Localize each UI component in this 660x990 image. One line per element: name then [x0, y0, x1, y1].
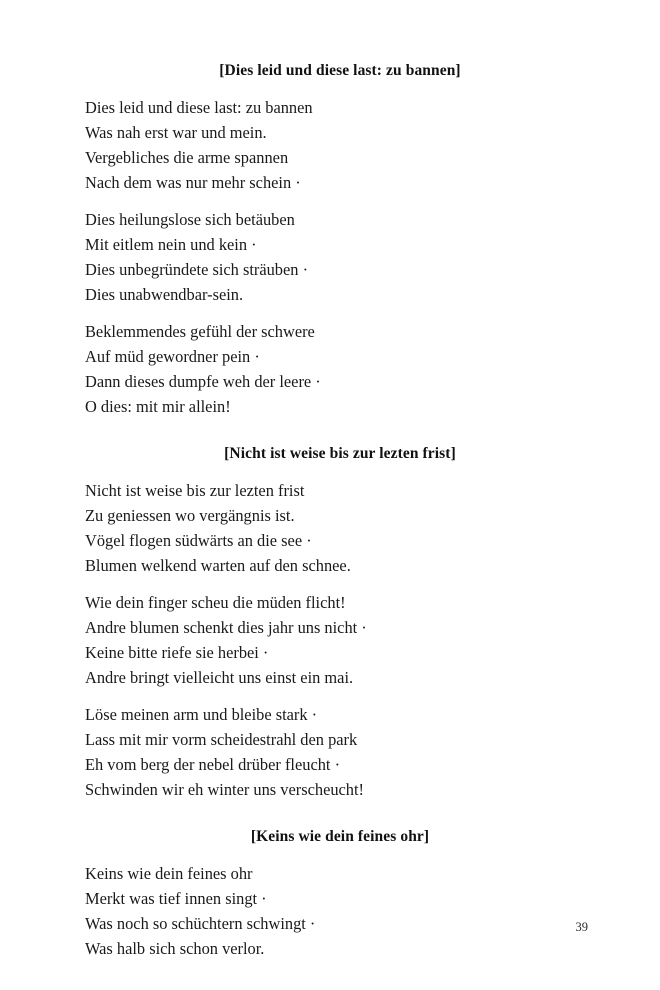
verse-line: Was noch so schüchtern schwingt · [85, 914, 316, 933]
poem-title: [Nicht ist weise bis zur lezten frist] [224, 445, 456, 462]
verse-line: Dies unabwendbar-sein. [85, 285, 244, 304]
stanza [85, 590, 660, 690]
verse-line: Auf müd gewordner pein · [85, 347, 260, 366]
verse-line: Wie dein finger scheu die müden flicht! [85, 593, 346, 612]
verse-line: Was halb sich schon verlor. [85, 939, 265, 958]
stanza [85, 207, 660, 307]
poem-title: [Dies leid und diese last: zu bannen] [219, 62, 461, 79]
verse-line: Dann dieses dumpfe weh der leere · [85, 372, 321, 391]
verse-line: Nicht ist weise bis zur lezten frist [85, 481, 305, 500]
stanza [85, 861, 660, 961]
page-number: 39 [575, 920, 588, 934]
stanza [85, 319, 660, 419]
stanza [85, 478, 660, 578]
poem-title: [Keins wie dein feines ohr] [250, 828, 430, 845]
poem [0, 441, 660, 802]
verse-line: Keine bitte riefe sie herbei · [85, 643, 269, 662]
verse-line: Löse meinen arm und bleibe stark · [85, 705, 318, 724]
verse-line: O dies: mit mir allein! [85, 397, 231, 416]
verse-line: Vögel flogen südwärts an die see · [85, 531, 312, 550]
verse-line: Eh vom berg der nebel drüber fleucht · [85, 755, 341, 774]
poem [0, 824, 660, 961]
verse-line: Zu geniessen wo vergängnis ist. [85, 506, 295, 525]
poem [0, 58, 660, 419]
verse-line: Andre blumen schenkt dies jahr uns nicht · [85, 618, 367, 637]
verse-line: Lass mit mir vorm scheidestrahl den park [85, 730, 358, 749]
poem-body [0, 478, 660, 802]
verse-line: Andre bringt vielleicht uns einst ein mai. [85, 668, 354, 687]
page-content [0, 58, 660, 961]
verse-line: Keins wie dein feines ohr [85, 864, 253, 883]
verse-line: Blumen welkend warten auf den schnee. [85, 556, 351, 575]
verse-line: Nach dem was nur mehr schein · [85, 173, 301, 192]
verse-line: Was nah erst war und mein. [85, 123, 267, 142]
verse-line: Beklemmendes gefühl der schwere [85, 322, 315, 341]
verse-line: Dies unbegründete sich sträuben · [85, 260, 309, 279]
verse-line: Dies heilungslose sich betäuben [85, 210, 295, 229]
verse-line: Schwinden wir eh winter uns verscheucht! [85, 780, 365, 799]
verse-line: Merkt was tief innen singt · [85, 889, 267, 908]
verse-line: Dies leid und diese last: zu bannen [85, 98, 313, 117]
stanza [85, 95, 660, 195]
poem-body [0, 95, 660, 419]
verse-line: Mit eitlem nein und kein · [85, 235, 257, 254]
stanza [85, 702, 660, 802]
verse-line: Vergebliches die arme spannen [85, 148, 289, 167]
poem-body [0, 861, 660, 961]
